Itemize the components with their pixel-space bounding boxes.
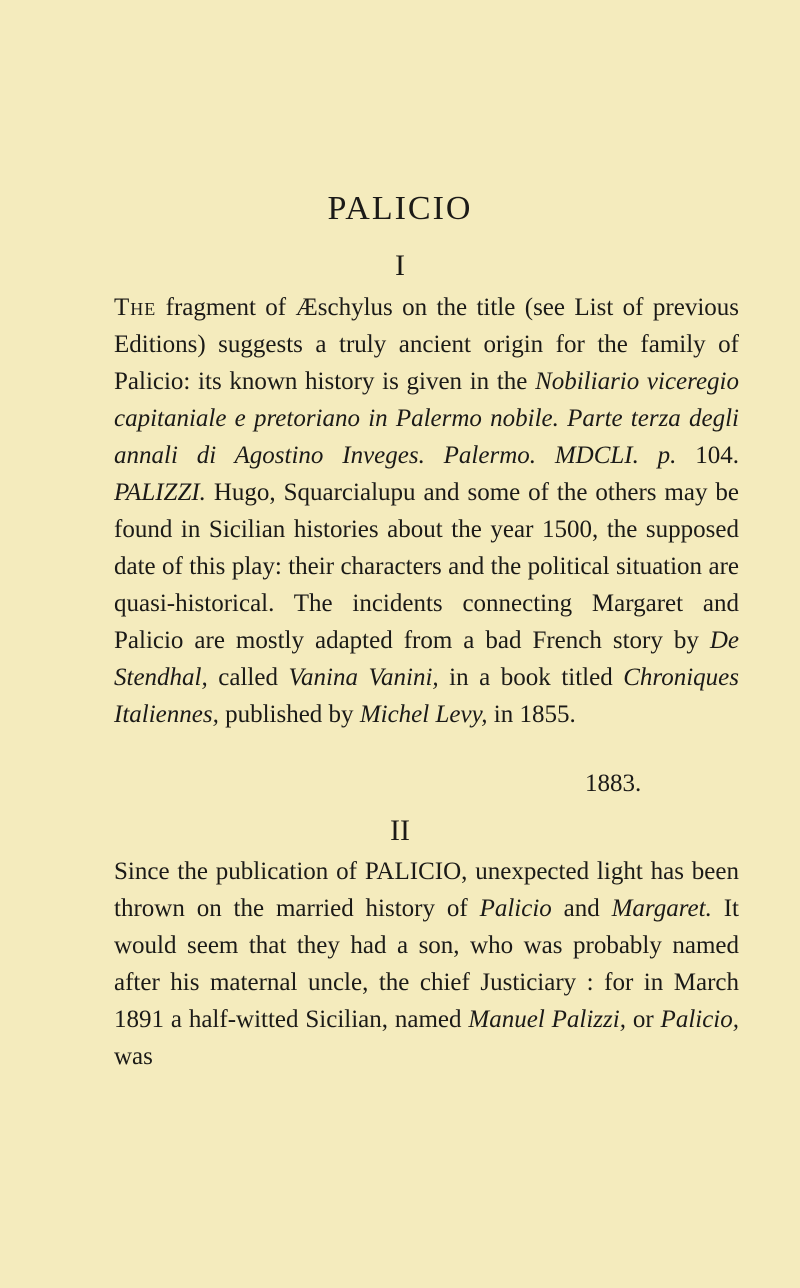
text-run: in 1855. bbox=[487, 701, 576, 728]
text-run: Hugo, Squarcialupu and some of the others may be found in Sicilian histories about the year 1500, the supposed date of this play: their characters and the political situation are quasi-historical. The incidents connecting Margaret and Palicio are mostly adapted from a bad French story by bbox=[114, 479, 739, 654]
italic-author: De Stendhal, bbox=[114, 627, 739, 691]
lead-word: The bbox=[114, 294, 157, 321]
italic-book-title: Chroniques Italiennes, bbox=[114, 664, 739, 728]
text-run: called bbox=[207, 664, 289, 691]
section-number-1: I bbox=[395, 249, 405, 282]
text-run: and bbox=[551, 895, 612, 922]
text-run: or bbox=[625, 1006, 661, 1033]
italic-publisher: Michel Levy, bbox=[359, 701, 488, 728]
text-run: in a book titled bbox=[438, 664, 624, 691]
text-run: 104. bbox=[676, 442, 740, 469]
italic-name: Margaret. bbox=[611, 895, 712, 922]
italic-name: Palicio bbox=[479, 895, 552, 922]
text-run: fragment of Æschylus on the title (see List of previous Editions) suggests a truly ancient origin for the family of Palicio: its known history is given in the bbox=[114, 294, 739, 395]
section-date: 1883. bbox=[585, 770, 642, 797]
text-run: It would seem that they had a son, who was probably named after his maternal uncle, the chief Justiciary : for in March 1891 a half-witted Sicilian, named bbox=[114, 895, 739, 1033]
paragraph-2 bbox=[114, 853, 739, 1075]
text-run: Since the publication of PALICIO, unexpected light has been thrown on the married history of bbox=[114, 858, 739, 922]
paragraph-1 bbox=[114, 289, 739, 733]
italic-name: Palicio, bbox=[660, 1006, 740, 1033]
italic-citation: Nobiliario viceregio capitaniale e pretoriano in Palermo nobile. Parte terza degli annali di Agostino Inveges. Palermo. MDCLI. p. bbox=[114, 368, 739, 469]
italic-name: Manuel Palizzi, bbox=[468, 1006, 626, 1033]
page-title: PALICIO bbox=[327, 190, 473, 227]
section-number-2: II bbox=[390, 814, 410, 847]
italic-story-title: Vanina Vanini, bbox=[288, 664, 439, 691]
text-run: published by bbox=[218, 701, 360, 728]
italic-name: PALIZZI. bbox=[114, 479, 206, 506]
text-run: was bbox=[114, 1043, 153, 1070]
